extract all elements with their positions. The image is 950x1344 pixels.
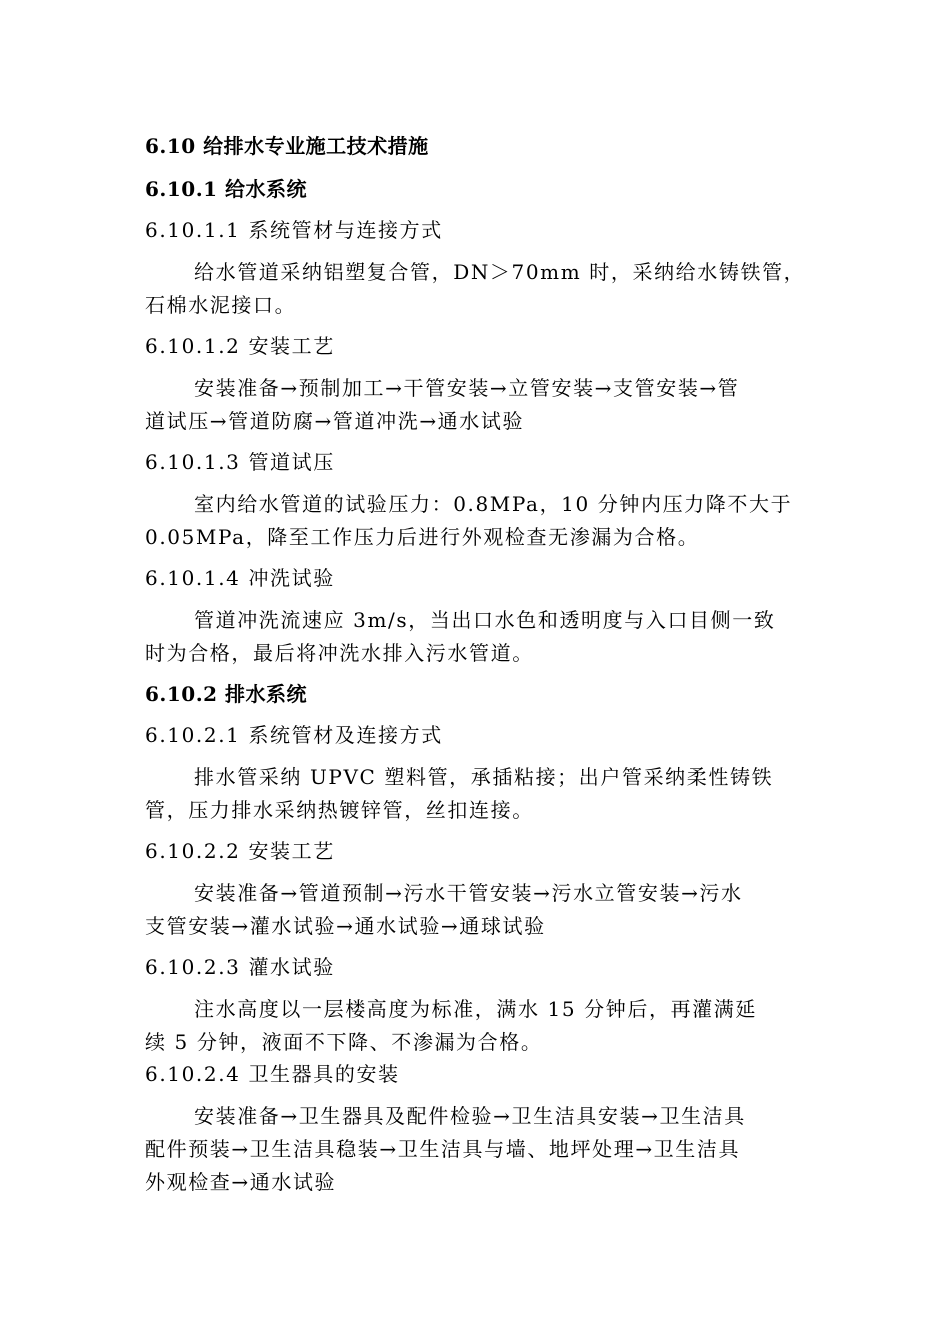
clause-title-flush-test: 6.10.1.4 冲洗试验 xyxy=(145,566,335,590)
clause-title-pressure-test: 6.10.1.3 管道试压 xyxy=(145,450,335,474)
clause-title-drain-pipe-materials: 6.10.2.1 系统管材及连接方式 xyxy=(145,723,443,747)
paragraph-line: 给水管道采纳铝塑复合管，DN＞70mm 时，采纳给水铸铁管， xyxy=(194,260,806,284)
clause-title-pipe-materials: 6.10.1.1 系统管材与连接方式 xyxy=(145,218,443,242)
paragraph-line: 注水高度以一层楼高度为标准，满水 15 分钟后，再灌满延 xyxy=(194,997,757,1021)
paragraph-line: 道试压→管道防腐→管道冲洗→通水试验 xyxy=(145,409,525,433)
clause-title-installation-process: 6.10.1.2 安装工艺 xyxy=(145,334,335,358)
paragraph-line: 时为合格，最后将冲洗水排入污水管道。 xyxy=(145,641,534,665)
paragraph-line: 管，压力排水采纳热镀锌管，丝扣连接。 xyxy=(145,798,534,822)
clause-title-water-fill-test: 6.10.2.3 灌水试验 xyxy=(145,955,335,979)
paragraph-line: 支管安装→灌水试验→通水试验→通球试验 xyxy=(145,914,546,938)
paragraph-line: 管道冲洗流速应 3m/s，当出口水色和透明度与入口目侧一致 xyxy=(194,608,776,632)
paragraph-line: 石棉水泥接口。 xyxy=(145,293,297,317)
paragraph-line: 0.05MPa，降至工作压力后进行外观检查无渗漏为合格。 xyxy=(145,525,700,549)
paragraph-line: 安装准备→管道预制→污水干管安装→污水立管安装→污水 xyxy=(194,881,743,905)
clause-title-drain-installation: 6.10.2.2 安装工艺 xyxy=(145,839,335,863)
paragraph-line: 续 5 分钟，液面不下降、不渗漏为合格。 xyxy=(145,1030,543,1054)
paragraph-line: 室内给水管道的试验压力：0.8MPa，10 分钟内压力降不大于 xyxy=(194,492,793,516)
clause-title-sanitary-fixtures: 6.10.2.4 卫生器具的安装 xyxy=(145,1062,400,1086)
paragraph-line: 排水管采纳 UPVC 塑料管，承插粘接；出户管采纳柔性铸铁 xyxy=(194,765,774,789)
paragraph-line: 配件预装→卫生洁具稳装→卫生洁具与墙、地坪处理→卫生洁具 xyxy=(145,1137,741,1161)
subsection-heading-water-supply: 6.10.1 给水系统 xyxy=(145,177,308,201)
paragraph-line: 安装准备→卫生器具及配件检验→卫生洁具安装→卫生洁具 xyxy=(194,1104,746,1128)
paragraph-line: 外观检查→通水试验 xyxy=(145,1170,337,1194)
subsection-heading-drainage: 6.10.2 排水系统 xyxy=(145,682,308,706)
paragraph-line: 安装准备→预制加工→干管安装→立管安装→支管安装→管 xyxy=(194,376,740,400)
section-heading-6-10: 6.10 给排水专业施工技术措施 xyxy=(145,134,429,158)
